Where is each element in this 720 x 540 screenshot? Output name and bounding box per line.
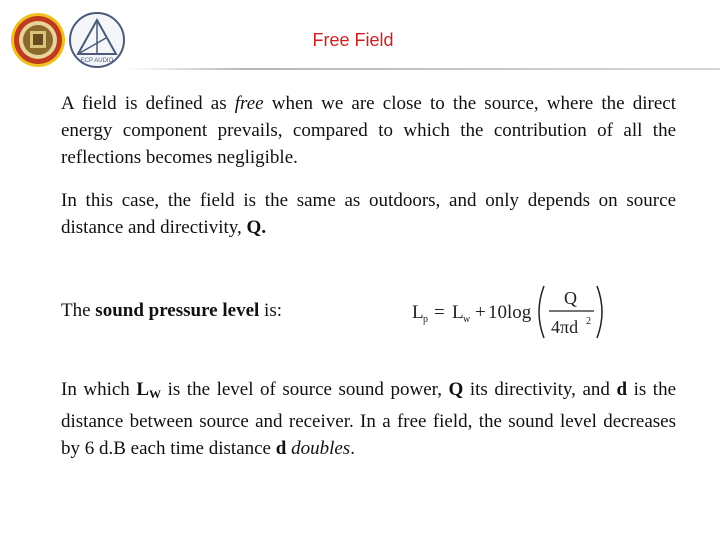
- formula-numerator: Q: [564, 288, 577, 308]
- paragraph-definitions: [61, 376, 676, 462]
- logo-text: ECP AUDIO: [80, 58, 114, 64]
- text: In this case, the field is the same as outdoors, and only depends on source distance and directivity,: [61, 190, 676, 238]
- formula-equals: =: [434, 302, 445, 323]
- formula-exponent: 2: [586, 316, 591, 327]
- text: is:: [259, 300, 282, 321]
- bold-l: L: [136, 379, 150, 400]
- text: when we are close to the source, where the direct energy component prevails, compared to which the contribution of all the reflections becomes negligible.: [61, 93, 676, 168]
- paragraph-outdoors: [61, 187, 676, 241]
- emphasis-doubles: doubles: [291, 438, 351, 459]
- text: A field is defined as: [61, 93, 235, 114]
- slide-header: [0, 0, 720, 72]
- bold-q: Q.: [246, 217, 267, 238]
- formula-ten-log: 10log: [488, 302, 532, 323]
- text: is the distance between source and receiver. In a free field, the sound level decreases by 6 d.B each time distance: [61, 379, 677, 459]
- formula-right-paren: [597, 286, 602, 338]
- text: In which: [61, 379, 137, 400]
- text: its directivity, and: [463, 379, 617, 400]
- formula-lw: L: [452, 302, 464, 323]
- formula-w-subscript: w: [463, 314, 471, 325]
- formula-left-paren: [539, 286, 544, 338]
- page-title: Free Field: [312, 30, 394, 50]
- header-divider: [125, 68, 720, 70]
- formula-p-subscript: p: [423, 314, 428, 325]
- emphasis-free: free: [234, 93, 264, 114]
- text: is the level of source sound power,: [161, 379, 449, 400]
- bold-d: d: [616, 379, 628, 400]
- spl-formula: [408, 280, 608, 344]
- formula-denominator: 4πd: [551, 317, 579, 337]
- subscript-w: W: [149, 387, 162, 401]
- paragraph-free-field-definition: [61, 90, 676, 171]
- bold-d: d: [275, 438, 287, 459]
- bold-q: Q: [448, 379, 464, 400]
- text: The: [61, 300, 96, 321]
- bold-sound-pressure-level: sound pressure level: [95, 300, 260, 321]
- formula-lp: L: [412, 302, 424, 323]
- formula-plus: +: [475, 302, 486, 323]
- text: .: [350, 438, 355, 459]
